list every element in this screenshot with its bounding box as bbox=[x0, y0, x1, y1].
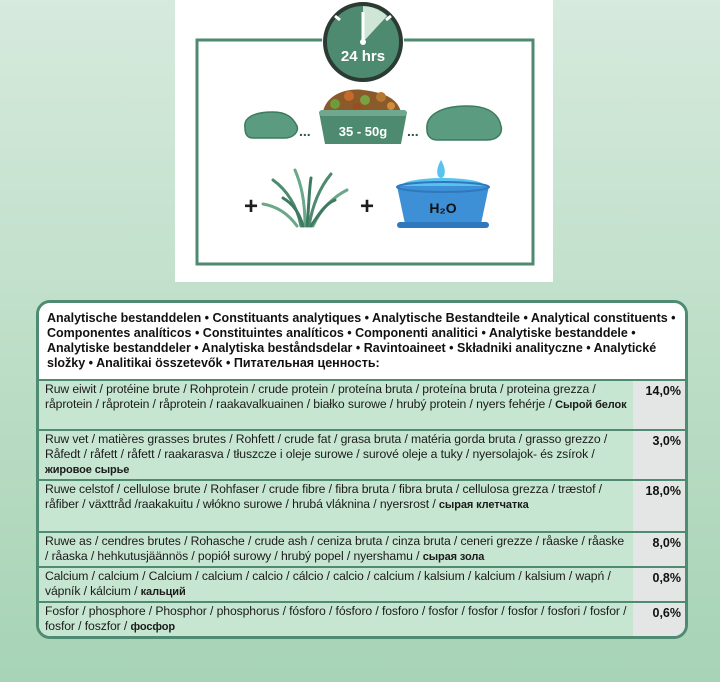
row-label bbox=[39, 533, 633, 566]
plus-sign-1: + bbox=[243, 193, 259, 220]
feeding-diagram bbox=[175, 0, 553, 282]
table-row bbox=[39, 381, 685, 431]
row-label-text: Fosfor / phosphore / Phosphor / phosphorus / fósforo / fósforo / fosforo / fosfor / fosfor / fosfor / fosfori / fosfor / fosfor / foszfor / bbox=[45, 604, 627, 633]
row-label bbox=[39, 431, 633, 479]
table-body bbox=[39, 381, 685, 639]
row-value: 18,0% bbox=[633, 481, 685, 531]
row-value: 8,0% bbox=[633, 533, 685, 566]
ellipsis-right: ... bbox=[407, 123, 419, 139]
table-row bbox=[39, 568, 685, 603]
food-amount-label: 35 - 50g bbox=[338, 124, 388, 139]
food-bowl-icon bbox=[319, 90, 407, 144]
row-value: 0,6% bbox=[633, 603, 685, 639]
row-value: 0,8% bbox=[633, 568, 685, 601]
row-label-text: Ruwe as / cendres brutes / Rohasche / crude ash / ceniza bruta / cinza bruta / ceneri grezze / råaske / råaske / råaska / hehkutusjäännös / popiół surowy / hrubý popel / nyershamu / bbox=[45, 534, 625, 563]
row-label-text: Ruw vet / matières grasses brutes / Rohfett / crude fat / grasa bruta / matéria gorda bruta / grasso grezzo / Råfedt / råfett / råfett / raakarasva / tłuszcze i oleje surowe / surové oleje a tuky / nyersolajok- és zsírok / bbox=[45, 432, 608, 461]
clock-label: 24 hrs bbox=[340, 48, 386, 65]
row-label bbox=[39, 568, 633, 601]
row-label-text: Ruwe celstof / cellulose brute / Rohfaser / crude fibre / fibra bruta / fibra bruta / cellulosa grezza / træstof / råfiber / växttråd /raakakuitu / włókno surowe / hrubá vláknina / nyersrost / bbox=[45, 482, 602, 511]
table-header: Analytische bestanddelen • Constituants analytiques • Analytische Bestandteile • Analytical constituents • Componentes analíticos • Constituintes analíticos • Componenti analitici • Analytiske bestanddele • Analytiske bestanddeler • Analytiska beståndsdelar • Ravintoaineet • Składniki analityczne • Analytické složky • Analitikai összetevők • Питательная ценность: bbox=[39, 303, 685, 381]
hay-icon bbox=[263, 170, 347, 226]
analytical-constituents-table bbox=[36, 300, 688, 639]
row-label-russian: фосфор bbox=[130, 621, 175, 633]
guinea-pig-icon-right bbox=[427, 106, 502, 140]
plus-sign-2: + bbox=[359, 193, 375, 220]
row-value: 14,0% bbox=[633, 381, 685, 429]
feeding-illustration bbox=[175, 0, 553, 282]
table-row bbox=[39, 431, 685, 481]
row-label-russian: жировое сырье bbox=[45, 464, 130, 476]
row-label bbox=[39, 481, 633, 531]
row-label-russian: сырая зола bbox=[422, 551, 485, 563]
table-row bbox=[39, 481, 685, 533]
water-label: H₂O bbox=[429, 200, 457, 216]
row-label-russian: сырая клетчатка bbox=[438, 499, 529, 511]
clock-icon bbox=[322, 1, 404, 83]
table-row bbox=[39, 603, 685, 639]
row-value: 3,0% bbox=[633, 431, 685, 479]
ellipsis-left: ... bbox=[299, 123, 311, 139]
row-label-text: Calcium / calcium / Calcium / calcium / calcio / cálcio / calcio / calcium / kalsium / kalcium / kalsium / wapń / vápník / kálcium / bbox=[45, 569, 611, 598]
row-label bbox=[39, 381, 633, 429]
row-label-russian: Сырой белок bbox=[555, 399, 627, 411]
row-label-russian: кальций bbox=[140, 586, 186, 598]
guinea-pig-icon-left bbox=[245, 112, 298, 138]
row-label-text: Ruw eiwit / protéine brute / Rohprotein / crude protein / proteína bruta / proteína bruta / proteina grezza / råprotein / råprotein / råprotein / raakavalkuainen / białko surowe / hrubý protein / nyers fehérje / bbox=[45, 382, 596, 411]
water-bowl-icon bbox=[397, 160, 489, 228]
table-row bbox=[39, 533, 685, 568]
row-label bbox=[39, 603, 633, 639]
